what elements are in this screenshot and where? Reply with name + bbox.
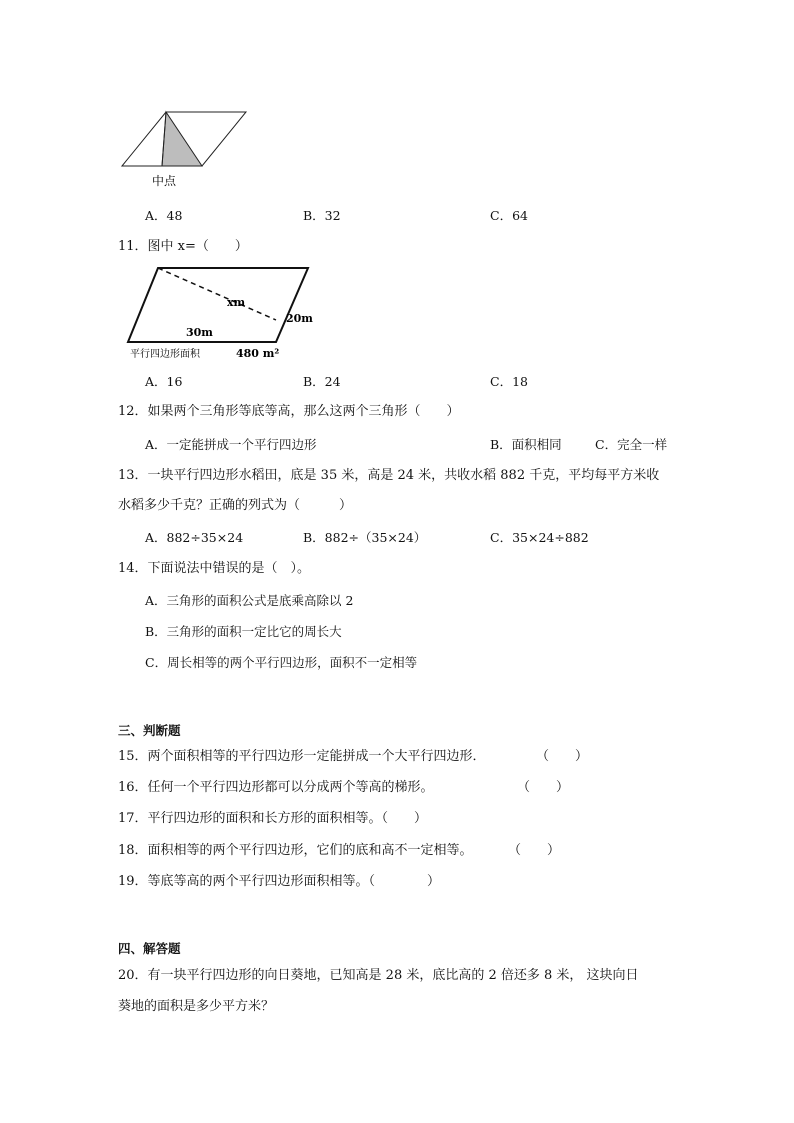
x-label: xm [227,296,246,309]
q16-answer-paren[interactable]: （ ） [517,780,570,795]
section-4-title: 四、解答题 [118,941,181,956]
base-label: 30m [186,326,213,339]
q18-answer-paren[interactable]: （ ） [508,843,561,858]
q10-option-c[interactable]: C．64 [490,208,528,223]
q14-option-a[interactable]: A．三角形的面积公式是底乘高除以 2 [145,593,354,608]
q20-line2: 葵地的面积是多少平方米？ [118,999,275,1014]
q14-option-b[interactable]: B．三角形的面积一定比它的周长大 [145,624,342,639]
q15-text: 15．两个面积相等的平行四边形一定能拼成一个大平行四边形． [118,749,486,764]
q19-text: 19．等底等高的两个平行四边形面积相等。（ ） [118,874,441,889]
q13-stem-line2: 水稻多少千克？正确的列式为（ ） [118,498,353,513]
q10-figure [118,108,250,190]
q12-option-c[interactable]: C．完全一样 [595,437,668,452]
q12-option-a[interactable]: A．一定能拼成一个平行四边形 [145,437,317,452]
q11-option-a[interactable]: A．16 [145,374,183,389]
q16-text: 16．任何一个平行四边形都可以分成两个等高的梯形。 [118,780,434,795]
area-caption: 平行四边形面积 [130,349,200,360]
q20-line1: 20．有一块平行四边形的向日葵地，已知高是 28 米，底比高的 2 倍还多 8 米， 这块向日 [118,968,639,983]
section-3-title: 三、判断题 [118,723,181,738]
q15-answer-paren[interactable]: （ ） [536,749,589,764]
q13-option-c[interactable]: C．35×24÷882 [490,530,589,545]
q10-option-b[interactable]: B．32 [303,208,341,223]
q12-stem: 12．如果两个三角形等底等高，那么这两个三角形（ ） [118,404,460,419]
q13-option-a[interactable]: A．882÷35×24 [145,530,244,545]
q13-option-b[interactable]: B．882÷（35×24） [303,530,427,545]
q13-stem-line1: 13．一块平行四边形水稻田，底是 35 米，高是 24 米，共收水稻 882 千克，平均每平方米收 [118,468,660,483]
q14-stem: 14．下面说法中错误的是（ ）。 [118,561,311,576]
q11-stem: 11．图中 x=（ ） [118,239,248,254]
q14-option-c[interactable]: C．周长相等的两个平行四边形，面积不一定相等 [145,655,418,670]
q11-option-c[interactable]: C．18 [490,374,528,389]
area-value: 480 m² [236,347,280,360]
side-label: 20m [286,312,313,325]
q10-option-a[interactable]: A．48 [145,208,183,223]
q12-option-b[interactable]: B．面积相同 [490,437,562,452]
q18-text: 18．面积相等的两个平行四边形，它们的底和高不一定相等。 [118,843,473,858]
q17-text: 17．平行四边形的面积和长方形的面积相等。（ ） [118,811,428,826]
midpoint-label: 中点 [152,174,177,188]
q11-figure [124,264,324,364]
q11-option-b[interactable]: B．24 [303,374,341,389]
